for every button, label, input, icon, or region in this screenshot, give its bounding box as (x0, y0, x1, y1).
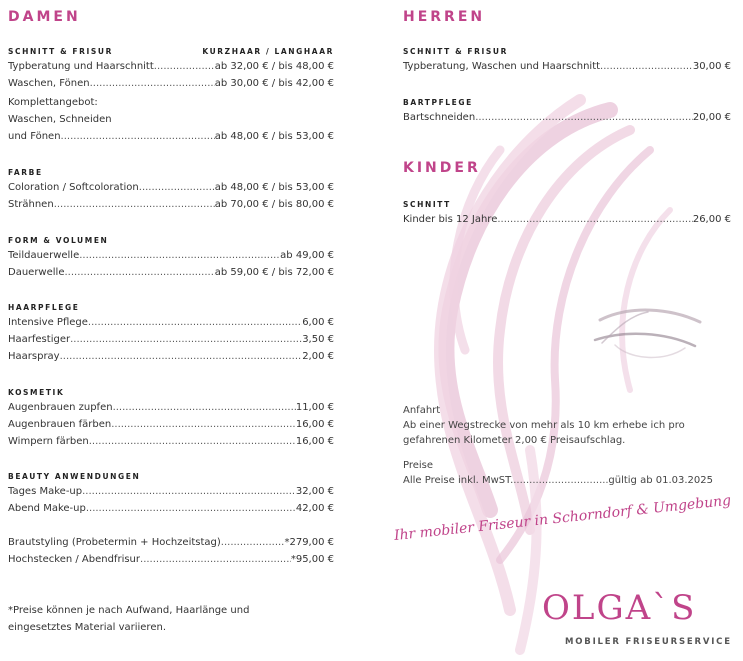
footnote: *Preise können je nach Aufwand, Haarlänge und eingesetztes Material variieren. (8, 605, 250, 633)
damen-schnitt-heading: SCHNITT & FRISUR (8, 47, 113, 56)
price-row: Bartschneiden ..... 20,00 € (403, 109, 731, 126)
price-row: und Fönen ..... ab 48,00 € / bis 53,00 € (8, 128, 334, 145)
price-row: Strähnen ..... ab 70,00 € / bis 80,00 € (8, 196, 334, 213)
section-heading (8, 46, 334, 58)
damen-kosmetik-heading: KOSMETIK (8, 388, 65, 397)
kinder-schnitt-heading: SCHNITT (403, 200, 451, 209)
price-row: Kinder bis 12 Jahre ..... 26,00 € (403, 211, 731, 228)
price-row: Haarfestiger ..... 3,50 € (8, 331, 334, 348)
damen-farbe-section (8, 167, 334, 213)
slogan: Ihr mobiler Friseur in Schorndorf & Umgebung (393, 492, 732, 544)
price-row: Intensive Pflege ..... 6,00 € (8, 314, 334, 331)
price-row: Brautstyling (Probetermin + Hochzeitstag) ..... *279,00 € (8, 534, 334, 551)
damen-beauty-heading: BEAUTY ANWENDUNGEN (8, 472, 141, 481)
damen-schnitt-section (8, 46, 334, 145)
price-row: Hochstecken / Abendfrisur ..... *95,00 € (8, 551, 334, 568)
damen-title: DAMEN (8, 9, 81, 25)
damen-pflege-heading: HAARPFLEGE (8, 303, 80, 312)
price-row: Abend Make-up ..... 42,00 € (8, 500, 334, 517)
herren-schnitt-section (403, 46, 731, 75)
damen-farbe-heading: FARBE (8, 168, 43, 177)
damen-kosmetik-section (8, 387, 334, 450)
price-row: Typberatung und Haarschnitt ..... ab 32,00 € / bis 48,00 € (8, 58, 334, 75)
preise-title: Preise (403, 460, 434, 471)
komplett-line1: Komplettangebot: (8, 97, 98, 108)
price-row: Augenbrauen färben ..... 16,00 € (8, 416, 334, 433)
brand-tagline: MOBILER FRISEURSERVICE (565, 637, 732, 647)
price-row: Augenbrauen zupfen ..... 11,00 € (8, 399, 334, 416)
price-row: Dauerwelle ..... ab 59,00 € / bis 72,00 € (8, 264, 334, 281)
preise-block (403, 458, 713, 488)
damen-pflege-section (8, 302, 334, 365)
price-row: Tages Make-up ..... 32,00 € (8, 483, 334, 500)
herren-bart-section (403, 97, 731, 126)
price-row: Typberatung, Waschen und Haarschnitt ..... 30,00 € (403, 58, 731, 75)
kinder-schnitt-section (403, 199, 731, 228)
brand-logo: OLGA`S (542, 588, 697, 628)
herren-title: HERREN (403, 9, 486, 25)
price-row: Wimpern färben ..... 16,00 € (8, 433, 334, 450)
komplett-line2: Waschen, Schneiden (8, 114, 112, 125)
kinder-title: KINDER (403, 160, 481, 176)
damen-beauty-section (8, 471, 334, 568)
anfahrt-block: Anfahrt Ab einer Wegstrecke von mehr als 10 km erhebe ich pro gefahrenen Kilometer 2,00 € Preisaufschlag. (403, 405, 685, 446)
price-row: Teildauerwelle ..... ab 49,00 € (8, 247, 334, 264)
price-row: Haarspray ..... 2,00 € (8, 348, 334, 365)
preise-row: Alle Preise inkl. MwST. ..... gültig ab 01.03.2025 (403, 473, 713, 488)
anfahrt-title: Anfahrt (403, 405, 441, 416)
herren-schnitt-heading: SCHNITT & FRISUR (403, 47, 508, 56)
herren-bart-heading: BARTPFLEGE (403, 98, 473, 107)
price-row: Coloration / Softcoloration ..... ab 48,00 € / bis 53,00 € (8, 179, 334, 196)
kurz-lang-heading: KURZHAAR / LANGHAAR (202, 47, 334, 56)
damen-form-heading: FORM & VOLUMEN (8, 236, 109, 245)
damen-form-section (8, 235, 334, 281)
price-row: Waschen, Fönen ..... ab 30,00 € / bis 42,00 € (8, 75, 334, 92)
